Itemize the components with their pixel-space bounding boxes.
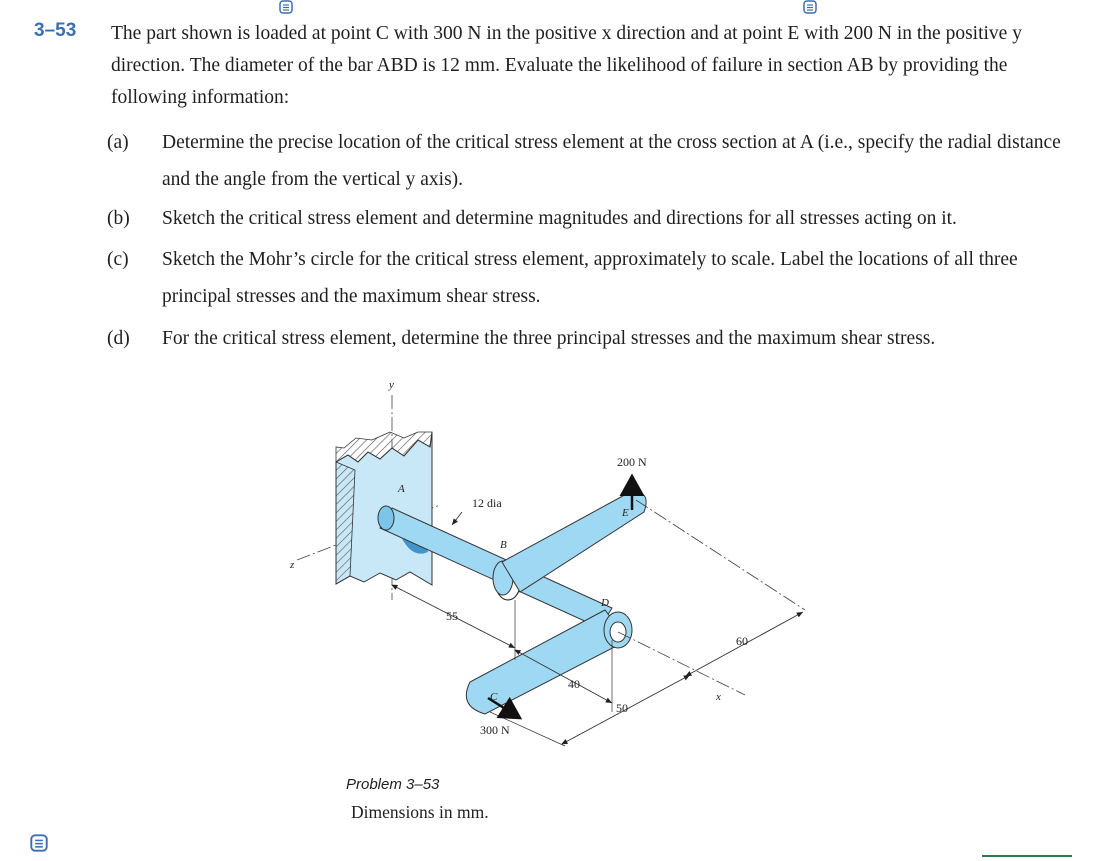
part-text: Sketch the Mohr’s circle for the critical stress element, approximately to scale. Label the locations of all three principal stresses and the maximum shear stress. [162, 249, 1018, 307]
y-axis-label: y [389, 379, 394, 391]
part-text: For the critical stress element, determine the three principal stresses and the maximum shear stress. [162, 328, 936, 349]
point-b-label: B [500, 539, 507, 551]
dimension-60-label: 60 [736, 634, 748, 648]
problem-statement: The part shown is loaded at point C with 300 N in the positive x direction and at point E with 200 N in the positive y direction. The diameter of the bar ABD is 12 mm. Evaluate the likelihood of failure in section AB by providing the following information: [111, 23, 1022, 108]
point-a-label: A [398, 483, 405, 495]
diameter-leader [452, 512, 462, 525]
part-label: (b) [107, 208, 130, 229]
problem-number: 3–53 [34, 20, 77, 41]
z-axis-label: z [290, 559, 295, 571]
point-c-label: C [490, 691, 498, 703]
x-axis-label: x [716, 691, 721, 703]
point-d-label: D [601, 597, 609, 609]
x-axis-line [618, 632, 745, 695]
bottom-rule [982, 855, 1072, 857]
dimension-40-label: 40 [568, 677, 580, 691]
part-label: (d) [107, 328, 130, 349]
part-label: (a) [107, 132, 129, 153]
point-e-label: E [622, 507, 629, 519]
part-text: Determine the precise location of the critical stress element at the cross section at A (i.e., specify the radial distance and the angle from the vertical y axis). [162, 132, 1061, 190]
force-c-label: 300 N [480, 723, 510, 737]
units-note: Dimensions in mm. [351, 802, 489, 822]
part-text: Sketch the critical stress element and determine magnitudes and directions for all stresses acting on it. [162, 208, 957, 229]
dimension-55-label: 55 [446, 609, 458, 623]
figure-caption: Problem 3–53 [346, 776, 440, 793]
part-label: (c) [107, 249, 129, 270]
dimension-50-label: 50 [616, 701, 628, 715]
force-e-label: 200 N [617, 455, 647, 469]
diameter-label: 12 dia [472, 496, 502, 510]
